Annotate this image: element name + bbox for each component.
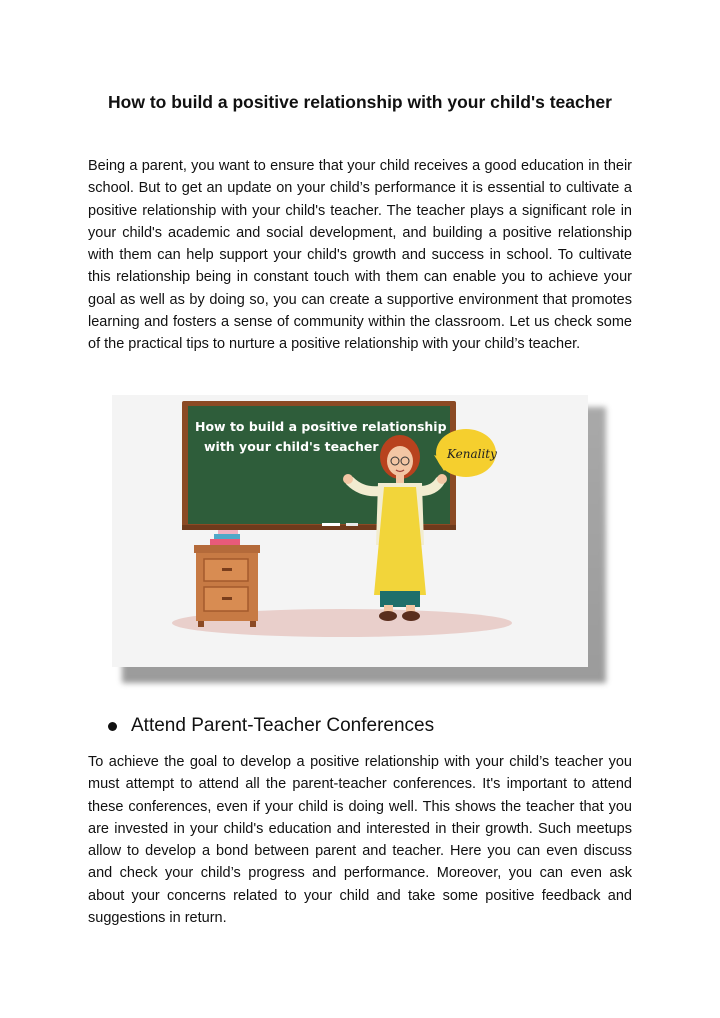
intro-paragraph: Being a parent, you want to ensure that your child receives a good education in their school. But to get an update on your child’s performance it is essential to cultivate a positive relationship with your child's teacher. The teacher plays a significant role in your child's academic and social development, and building a positive relationship with them can help support your child's growth and success in school. To cultivate this relationship being in constant touch with them can enable you to achieve your goal as well as by doing so, you can create a supportive environment that promotes learning and fosters a sense of community within the classroom. Let us check some of the practical tips to nurture a positive relationship with your child’s teacher. [88,158,632,353]
book [214,534,240,539]
desk-top [194,545,260,553]
board-text-line1: How to build a positive relationship [195,419,447,434]
chalk-piece [322,523,340,526]
document-title: How to build a positive relationship with your child's teacher [108,92,612,112]
desk-leg [250,621,256,627]
bullet-icon [108,722,117,731]
book [218,530,238,534]
drawer-handle [222,568,232,571]
book [210,539,240,545]
section-heading-row [108,712,434,740]
section-paragraph: To achieve the goal to develop a positive relationship with your child’s teacher you must attempt to attend all the parent-teacher conferences. It's important to attend these conferences, even if your child is doing well. This shows the teacher that you are invested in your child's education and interested in their growth. Such meetups allow to develop a bond between parent and teacher. Here you can even discuss and check your child’s progress and performance. Moreover, you can even ask about your concerns related to your child and take some positive feedback and suggestions in return. [88,754,632,927]
chalk-piece [346,523,358,526]
board-text-line2: with your child's teacher [204,439,379,454]
article-illustration [112,395,606,683]
desk-leg [198,621,204,627]
illustration-canvas [112,395,588,667]
bubble-text: Kenality [447,447,497,461]
section-heading: Attend Parent-Teacher Conferences [131,715,435,736]
drawer-handle [222,597,232,600]
